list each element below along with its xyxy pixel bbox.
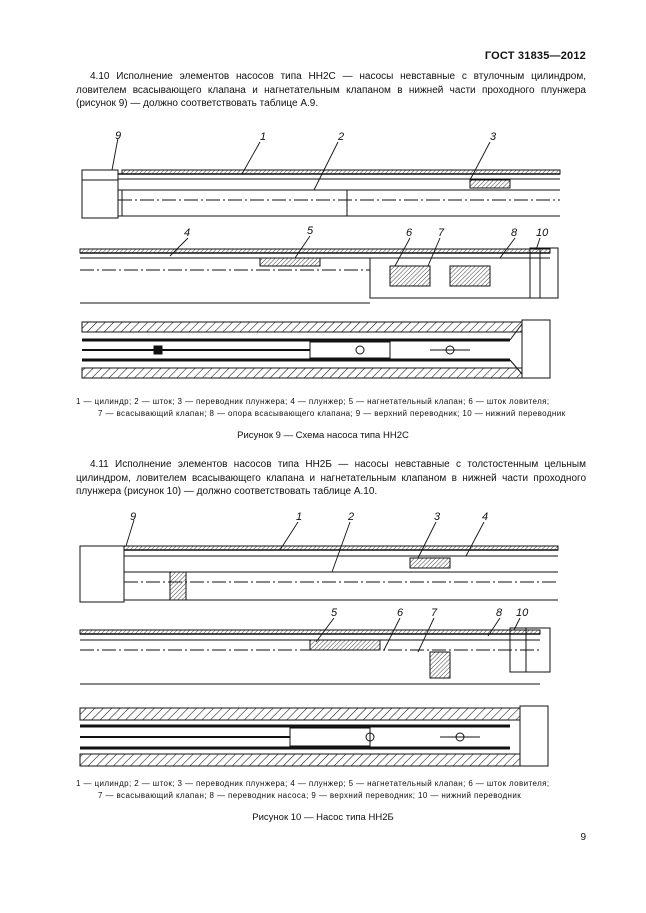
fig9-callout-4: 4 xyxy=(184,227,191,239)
fig9-callout-2: 2 xyxy=(338,131,345,143)
fig9-callout-1: 1 xyxy=(260,131,267,143)
fig10-callout-1: 1 xyxy=(296,512,303,523)
fig10-callout-6: 6 xyxy=(397,607,404,619)
figure9-legend-line1: 1 — цилиндр; 2 — шток; 3 — переводник плунжера; 4 — плунжер; 5 — нагнетательный клапан; 6 — шток ловителя; xyxy=(76,397,550,406)
page-number: 9 xyxy=(580,832,586,843)
fig9-callout-3: 3 xyxy=(490,131,497,143)
fig10-row1 xyxy=(80,546,558,602)
figure10-drawing xyxy=(70,512,590,772)
fig10-callout-9: 9 xyxy=(130,512,137,523)
fig10-callout-8: 8 xyxy=(496,607,503,619)
figure9-drawing xyxy=(70,128,590,388)
fig10-callout-10: 10 xyxy=(516,607,529,619)
section-4-10-text: 4.10 Исполнение элементов насосов типа НН2С — насосы невставные с втулочным цилиндром, ловителем всасывающего клапана и нагнетательным клапаном в нижней части проходного плунжера (рисунок 9) — должно соответствовать таблице А.9. xyxy=(76,71,586,109)
fig10-callout-4: 4 xyxy=(482,512,489,523)
fig9-callout-9: 9 xyxy=(115,130,122,142)
fig9-callout-6: 6 xyxy=(406,227,413,239)
figure9-legend-line2: 7 — всасывающий клапан; 8 — опора всасывающего клапана; 9 — верхний переводник; 10 — нижний переводник xyxy=(98,409,566,418)
figure10-legend-line2: 7 — всасывающий клапан; 8 — переводник насоса; 9 — верхний переводник; 10 — нижний переводник xyxy=(98,791,522,800)
standard-header: ГОСТ 31835—2012 xyxy=(484,50,586,62)
fig10-row2 xyxy=(80,628,550,684)
fig9-callout-10: 10 xyxy=(536,227,549,239)
fig9-callout-7: 7 xyxy=(438,227,445,239)
fig9-callout-5: 5 xyxy=(307,225,314,237)
section-4-11-text: 4.11 Исполнение элементов насосов типа НН2Б — насосы невставные с толстостенным цельным цилиндром, ловителем всасывающего клапана и нагнетательным клапаном в нижней части проходного плунжера (рисунок 10) — должно соответствовать таблице А.10. xyxy=(76,459,586,497)
fig9-row1 xyxy=(82,170,560,218)
fig10-callout-5: 5 xyxy=(331,607,338,619)
fig10-callout-7: 7 xyxy=(431,607,438,619)
fig10-row3 xyxy=(80,706,548,766)
figure10-legend-line1: 1 — цилиндр; 2 — шток; 3 — переводник плунжера; 4 — плунжер; 5 — нагнетательный клапан; 6 — шток ловителя; xyxy=(76,779,550,788)
fig10-callout-3: 3 xyxy=(434,512,441,523)
fig10-callout-2: 2 xyxy=(348,512,355,523)
figure9-legend xyxy=(76,396,586,420)
figure9-caption: Рисунок 9 — Схема насоса типа НН2С xyxy=(237,430,409,441)
fig9-row2 xyxy=(80,248,558,303)
figure10-legend xyxy=(76,778,586,802)
fig9-callout-8: 8 xyxy=(511,227,518,239)
fig9-row3 xyxy=(82,320,550,378)
figure10-caption: Рисунок 10 — Насос типа НН2Б xyxy=(252,812,394,823)
